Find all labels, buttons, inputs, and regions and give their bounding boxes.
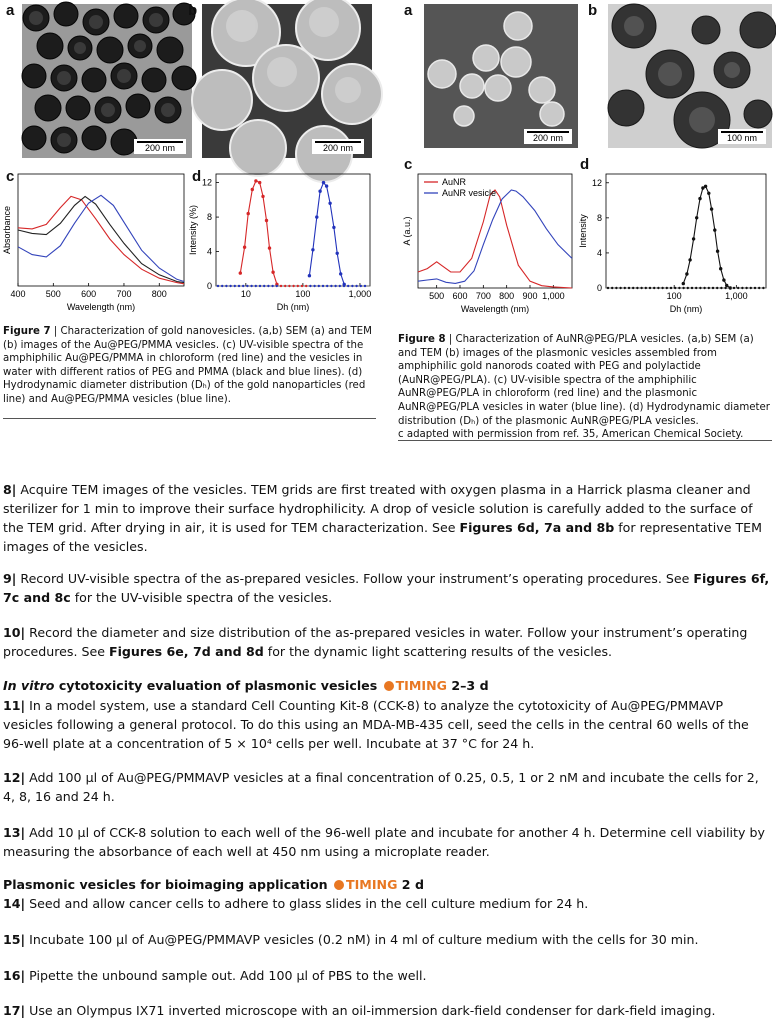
fig8d-baseline-dot-36 — [758, 287, 760, 289]
fig7d-ylabel: Intensity (%) — [188, 204, 198, 256]
fig8d-baseline-dot-28 — [724, 287, 726, 289]
fig7d-xtick-label-0: 10 — [240, 289, 251, 299]
fig7d-point-1-2 — [315, 215, 318, 218]
fig7d-point-1-3 — [318, 190, 321, 193]
fig7d-baseline-dot-17 — [288, 285, 290, 287]
fig7d-baseline-dot-4 — [234, 285, 236, 287]
fig8c-xtick-label-3: 800 — [499, 291, 515, 301]
fig8-letter-d: d — [580, 156, 590, 173]
fig7b-tem-image — [202, 4, 372, 158]
fig7a-scalebar: 200 nm — [134, 139, 186, 154]
fig7c-xtick-label-2: 600 — [81, 289, 97, 299]
fig7d-point-1-4 — [322, 181, 325, 184]
fig7d-series-line-0 — [240, 181, 277, 284]
fig8d-xtick-label-0: 100 — [666, 291, 682, 301]
fig7d-point-1-8 — [336, 252, 339, 255]
fig7c-series-line-1 — [18, 196, 184, 282]
fig7d-point-1-0 — [308, 274, 311, 277]
fig7-caption-label: Figure 7 — [3, 326, 51, 337]
step-17: 17| Use an Olympus IX71 inverted microscope with an oil-immersion dark-field condenser for dark-field imaging. — [3, 1003, 716, 1018]
fig8d-series-line-0 — [683, 186, 730, 288]
fig7-caption-rule — [3, 418, 376, 419]
fig8d-baseline-dot-29 — [729, 287, 731, 289]
fig7d-baseline-dot-6 — [242, 285, 244, 287]
fig8d-baseline-dot-5 — [628, 287, 630, 289]
fig8d-baseline-dot-32 — [741, 287, 743, 289]
fig7b-particles — [202, 4, 372, 158]
fig7c-series-line-2 — [18, 195, 184, 281]
fig8d-baseline-dot-20 — [691, 287, 693, 289]
fig8d-baseline-dot-34 — [750, 287, 752, 289]
fig8d-baseline-dot-30 — [733, 287, 735, 289]
fig8d-baseline-dot-8 — [640, 287, 642, 289]
fig8d-point-0-0 — [682, 282, 685, 285]
fig7d-ytick-label-1: 4 — [206, 246, 212, 257]
fig7d-point-1-5 — [325, 184, 328, 187]
fig7d-baseline-dot-0 — [217, 285, 219, 287]
fig7d-point-0-9 — [271, 271, 274, 274]
fig7d-baseline-dot-30 — [343, 285, 345, 287]
fig7d-baseline-dot-13 — [271, 285, 273, 287]
fig8d-point-0-8 — [707, 192, 710, 195]
fig7d-baseline-dot-9 — [255, 285, 257, 287]
fig8-caption-rule — [398, 440, 772, 441]
fig8d-baseline-dot-33 — [745, 287, 747, 289]
fig8a-scalebar: 200 nm — [524, 129, 572, 144]
fig8b-scalebar: 100 nm — [718, 129, 766, 144]
fig8d-ytick-label-0: 0 — [596, 283, 602, 293]
fig8-letter-c: c — [404, 156, 413, 173]
fig7d-dls-chart — [190, 168, 376, 316]
fig7d-baseline-dot-35 — [364, 285, 366, 287]
fig7c-series-line-0 — [18, 196, 184, 283]
fig8d-point-0-9 — [710, 207, 713, 210]
fig8d-baseline-dot-23 — [703, 287, 705, 289]
fig7d-baseline-dot-10 — [259, 285, 261, 287]
fig8b-tem-image — [608, 4, 772, 148]
fig8d-xtick-label-1: 1,000 — [725, 291, 748, 301]
fig8d-baseline-dot-4 — [624, 287, 626, 289]
fig7d-baseline-dot-15 — [280, 285, 282, 287]
fig8c-uvvis-chart — [400, 156, 576, 318]
step-9-figure-refs: Figures 6f, 7c and 8c — [3, 571, 770, 605]
fig7d-point-0-7 — [265, 219, 268, 222]
fig7d-frame — [216, 174, 370, 286]
fig7d-xtick-label-2: 1,000 — [348, 289, 372, 299]
fig7-letter-c: c — [6, 168, 15, 185]
fig8c-xlabel: Wavelength (nm) — [460, 304, 530, 314]
fig8c-ylabel: A (a.u.) — [402, 216, 412, 246]
fig7c-xtick-label-3: 700 — [116, 289, 132, 299]
fig8c-xtick-label-1: 600 — [452, 291, 468, 301]
fig7c-ylabel: Absorbance — [2, 205, 12, 255]
step-13: 13| Add 10 µl of CCK-8 solution to each well of the 96-well plate and incubate for another 4 h. Determine cell viability by measuring the absorbance of each well at 450 nm using a microplate reader. — [3, 825, 765, 859]
fig7d-point-0-3 — [251, 188, 254, 191]
timing-dot-icon — [384, 681, 394, 691]
fig7d-baseline-dot-12 — [267, 285, 269, 287]
step-10: 10| Record the diameter and size distribution of the as-prepared vesicles in water. Follow your instrument’s operating procedures. See Figures 6e, 7d and 8d for the dynamic light scattering results of the vesicles. — [3, 625, 748, 659]
fig8d-point-0-14 — [725, 284, 728, 287]
fig8d-ylabel: Intensity — [578, 214, 588, 248]
fig7c-uvvis-chart — [0, 168, 188, 316]
fig8d-baseline-dot-22 — [699, 287, 701, 289]
fig8d-point-0-7 — [704, 185, 707, 188]
fig7d-xlabel: Dh (nm) — [276, 302, 310, 312]
fig7d-baseline-dot-27 — [330, 285, 332, 287]
fig8d-baseline-dot-10 — [649, 287, 651, 289]
fig8c-legend-label-0: AuNR — [442, 177, 467, 187]
fig8d-dls-chart — [576, 156, 772, 318]
fig8d-baseline-dot-2 — [615, 287, 617, 289]
fig7c-xtick-label-4: 800 — [151, 289, 167, 299]
fig7d-baseline-dot-8 — [250, 285, 252, 287]
fig8d-baseline-dot-9 — [645, 287, 647, 289]
fig7d-xtick-label-1: 100 — [295, 289, 311, 299]
fig8d-baseline-dot-17 — [678, 287, 680, 289]
fig8a-sem-image — [424, 4, 578, 148]
step-8-figure-refs: Figures 6d, 7a and 8b — [459, 520, 615, 535]
fig8c-xtick-label-5: 1,000 — [542, 291, 565, 301]
fig7d-baseline-dot-26 — [326, 285, 328, 287]
fig7d-baseline-dot-22 — [309, 285, 311, 287]
fig8d-baseline-dot-27 — [720, 287, 722, 289]
fig7d-baseline-dot-25 — [322, 285, 324, 287]
fig7d-baseline-dot-1 — [221, 285, 223, 287]
fig8d-point-0-2 — [688, 258, 691, 261]
fig8d-baseline-dot-19 — [687, 287, 689, 289]
fig8d-xlabel: Dh (nm) — [669, 304, 703, 314]
fig8d-point-0-1 — [685, 272, 688, 275]
fig7c-frame — [18, 174, 184, 286]
fig7-letter-d: d — [192, 168, 202, 185]
fig8d-baseline-dot-18 — [682, 287, 684, 289]
fig8d-point-0-13 — [722, 278, 725, 281]
fig7d-point-1-1 — [311, 248, 314, 251]
fig8c-xtick-label-4: 900 — [522, 291, 538, 301]
fig8d-baseline-dot-26 — [716, 287, 718, 289]
fig7d-baseline-dot-31 — [347, 285, 349, 287]
fig8d-baseline-dot-12 — [657, 287, 659, 289]
fig8d-baseline-dot-25 — [712, 287, 714, 289]
fig8d-baseline-dot-7 — [636, 287, 638, 289]
fig8c-series-line-1 — [418, 190, 572, 283]
fig7-letter-b: b — [188, 2, 198, 19]
fig8d-baseline-dot-16 — [674, 287, 676, 289]
fig8d-point-0-3 — [692, 237, 695, 240]
fig8c-series-line-0 — [418, 190, 572, 288]
fig7d-point-1-9 — [339, 272, 342, 275]
fig8-caption-label: Figure 8 — [398, 334, 446, 345]
fig8d-frame — [606, 174, 766, 288]
fig8d-baseline-dot-3 — [619, 287, 621, 289]
fig7d-ytick-label-0: 0 — [206, 281, 212, 291]
fig8d-baseline-dot-14 — [666, 287, 668, 289]
fig7c-xtick-label-0: 400 — [10, 289, 26, 299]
fig8d-point-0-5 — [698, 197, 701, 200]
fig7d-baseline-dot-11 — [263, 285, 265, 287]
fig8-letter-b: b — [588, 2, 598, 19]
fig8c-xtick-label-0: 500 — [429, 291, 445, 301]
fig7d-baseline-dot-5 — [238, 285, 240, 287]
fig8d-baseline-dot-11 — [653, 287, 655, 289]
section-cytotoxicity-heading: In vitro cytotoxicity evaluation of plasmonic vesicles TIMING 2–3 d — [3, 678, 489, 693]
fig7d-point-0-1 — [243, 246, 246, 249]
fig8c-legend-label-1: AuNR vesicle — [442, 188, 497, 198]
fig8d-ytick-label-3: 12 — [591, 177, 602, 188]
fig7d-baseline-dot-33 — [355, 285, 357, 287]
step-9: 9| Record UV-visible spectra of the as-prepared vesicles. Follow your instrument’s operating procedures. See Figures 6f, 7c and 8c for the UV-visible spectra of the vesicles. — [3, 571, 770, 605]
fig7a-sem-image — [22, 4, 192, 158]
fig8d-ytick-label-1: 4 — [596, 247, 602, 258]
fig7c-xlabel: Wavelength (nm) — [66, 302, 136, 312]
timing-dot-icon — [334, 880, 344, 890]
fig7d-baseline-dot-14 — [276, 285, 278, 287]
fig8d-baseline-dot-37 — [762, 287, 764, 289]
fig8d-baseline-dot-21 — [695, 287, 697, 289]
fig8d-point-0-4 — [695, 216, 698, 219]
fig8d-point-0-12 — [719, 267, 722, 270]
fig8-caption-credit: c adapted with permission from ref. 35, American Chemical Society. — [398, 429, 744, 441]
fig7d-point-0-6 — [261, 195, 264, 198]
fig7d-baseline-dot-16 — [284, 285, 286, 287]
step-14: 14| Seed and allow cancer cells to adhere to glass slides in the cell culture medium for 24 h. — [3, 896, 589, 911]
fig7a-particles — [22, 4, 192, 158]
fig8c-xtick-label-2: 700 — [475, 291, 491, 301]
fig7b-scalebar: 200 nm — [312, 139, 364, 154]
fig8d-baseline-dot-1 — [611, 287, 613, 289]
fig7d-baseline-dot-28 — [334, 285, 336, 287]
fig8d-point-0-10 — [713, 228, 716, 231]
step-11: 11| In a model system, use a standard Cell Counting Kit-8 (CCK-8) to analyze the cytotoxicity of Au@PEG/PMMAVP vesicles following a general protocol. To do this using an MDA-MB-435 cell, seed the cells in the central 60 wells of the 96-well plate at a concentration of 5 × 10⁴ cells per well. Incubate at 37 °C for 24 h. — [3, 698, 749, 751]
step-12: 12| Add 100 µl of Au@PEG/PMMAVP vesicles at a final concentration of 0.25, 0.5, 1 or 2 nM and incubate the cells for 2, 4, 8, 16 and 24 h. — [3, 770, 759, 804]
fig7d-point-0-8 — [268, 246, 271, 249]
fig8a-particles — [424, 4, 578, 148]
fig7-letter-a: a — [6, 2, 15, 19]
fig7d-ytick-label-3: 12 — [201, 177, 212, 188]
fig7-caption-text: | Characterization of gold nanovesicles. (a,b) SEM (a) and TEM (b) images of the Au@PEG/PMMA vesicles. (c) UV-visible spectra of the amphiphilic Au@PEG/PMMA in chloroform (red line) and the vesicles in water with different ratios of PEG and PMMA (black and blue lines). (d) Hydrodynamic diameter distribution (Dₕ) of the gold nanoparticles (red line) and Au@PEG/PMMA vesicles (blue line). — [3, 326, 372, 405]
fig8-caption — [398, 333, 774, 442]
fig8d-baseline-dot-15 — [670, 287, 672, 289]
fig7d-baseline-dot-20 — [301, 285, 303, 287]
fig7d-point-1-7 — [332, 226, 335, 229]
step-15: 15| Incubate 100 µl of Au@PEG/PMMAVP vesicles (0.2 nM) in 4 ml of culture medium with the cells for 30 min. — [3, 932, 699, 947]
fig7d-baseline-dot-32 — [351, 285, 353, 287]
fig7d-point-1-6 — [328, 202, 331, 205]
fig7d-baseline-dot-19 — [297, 285, 299, 287]
fig7d-point-0-4 — [254, 179, 257, 182]
fig8d-baseline-dot-24 — [708, 287, 710, 289]
fig7d-baseline-dot-18 — [292, 285, 294, 287]
fig8d-baseline-dot-35 — [754, 287, 756, 289]
fig7-caption — [3, 325, 376, 407]
fig8d-baseline-dot-0 — [607, 287, 609, 289]
fig7d-series-line-1 — [309, 183, 344, 285]
fig8-caption-text: | Characterization of AuNR@PEG/PLA vesicles. (a,b) SEM (a) and TEM (b) images of the plasmonic vesicles assembled from amphiphilic gold nanorods coated with PEG and polylactide (AuNR@PEG/PLA). (c) UV-visible spectra of the amphiphilic AuNR@PEG/PLA in chloroform (red line) and the plasmonic AuNR@PEG/PLA vesicles in water (blue line). (d) Hydrodynamic diameter distribution (Dₕ) of the plasmonic AuNR@PEG/PLA vesicles. — [398, 334, 770, 427]
step-10-figure-refs: Figures 6e, 7d and 8d — [108, 644, 264, 659]
fig8-letter-a: a — [404, 2, 413, 19]
fig7d-baseline-dot-7 — [246, 285, 248, 287]
fig7c-xtick-label-1: 500 — [45, 289, 61, 299]
fig7d-baseline-dot-23 — [313, 285, 315, 287]
fig8d-ytick-label-2: 8 — [596, 212, 602, 223]
fig7d-baseline-dot-24 — [318, 285, 320, 287]
fig8b-particles — [608, 4, 772, 148]
fig7d-baseline-dot-21 — [305, 285, 307, 287]
fig7d-point-0-0 — [239, 271, 242, 274]
section-bioimaging-heading: Plasmonic vesicles for bioimaging application TIMING 2 d — [3, 877, 424, 892]
fig8d-baseline-dot-31 — [737, 287, 739, 289]
fig7d-baseline-dot-2 — [225, 285, 227, 287]
fig7d-baseline-dot-29 — [339, 285, 341, 287]
step-8: 8| Acquire TEM images of the vesicles. TEM grids are first treated with oxygen plasma in a Harrick plasma cleaner and sterilizer for 1 min to improve their surface hydrophilicity. A drop of vesicle solution is carefully added to the surface of the TEM grid. After drying in air, it is used for TEM characterization. See Figures 6d, 7a and 8b for representative TEM images of the vesicles. — [3, 482, 762, 554]
fig8d-baseline-dot-6 — [632, 287, 634, 289]
fig7d-ytick-label-2: 8 — [206, 212, 212, 223]
fig7d-baseline-dot-3 — [229, 285, 231, 287]
fig7d-baseline-dot-34 — [360, 285, 362, 287]
fig8d-baseline-dot-13 — [661, 287, 663, 289]
step-16: 16| Pipette the unbound sample out. Add 100 µl of PBS to the well. — [3, 968, 427, 983]
fig8d-point-0-11 — [716, 250, 719, 253]
fig7d-point-0-5 — [258, 181, 261, 184]
fig7d-point-0-2 — [247, 212, 250, 215]
